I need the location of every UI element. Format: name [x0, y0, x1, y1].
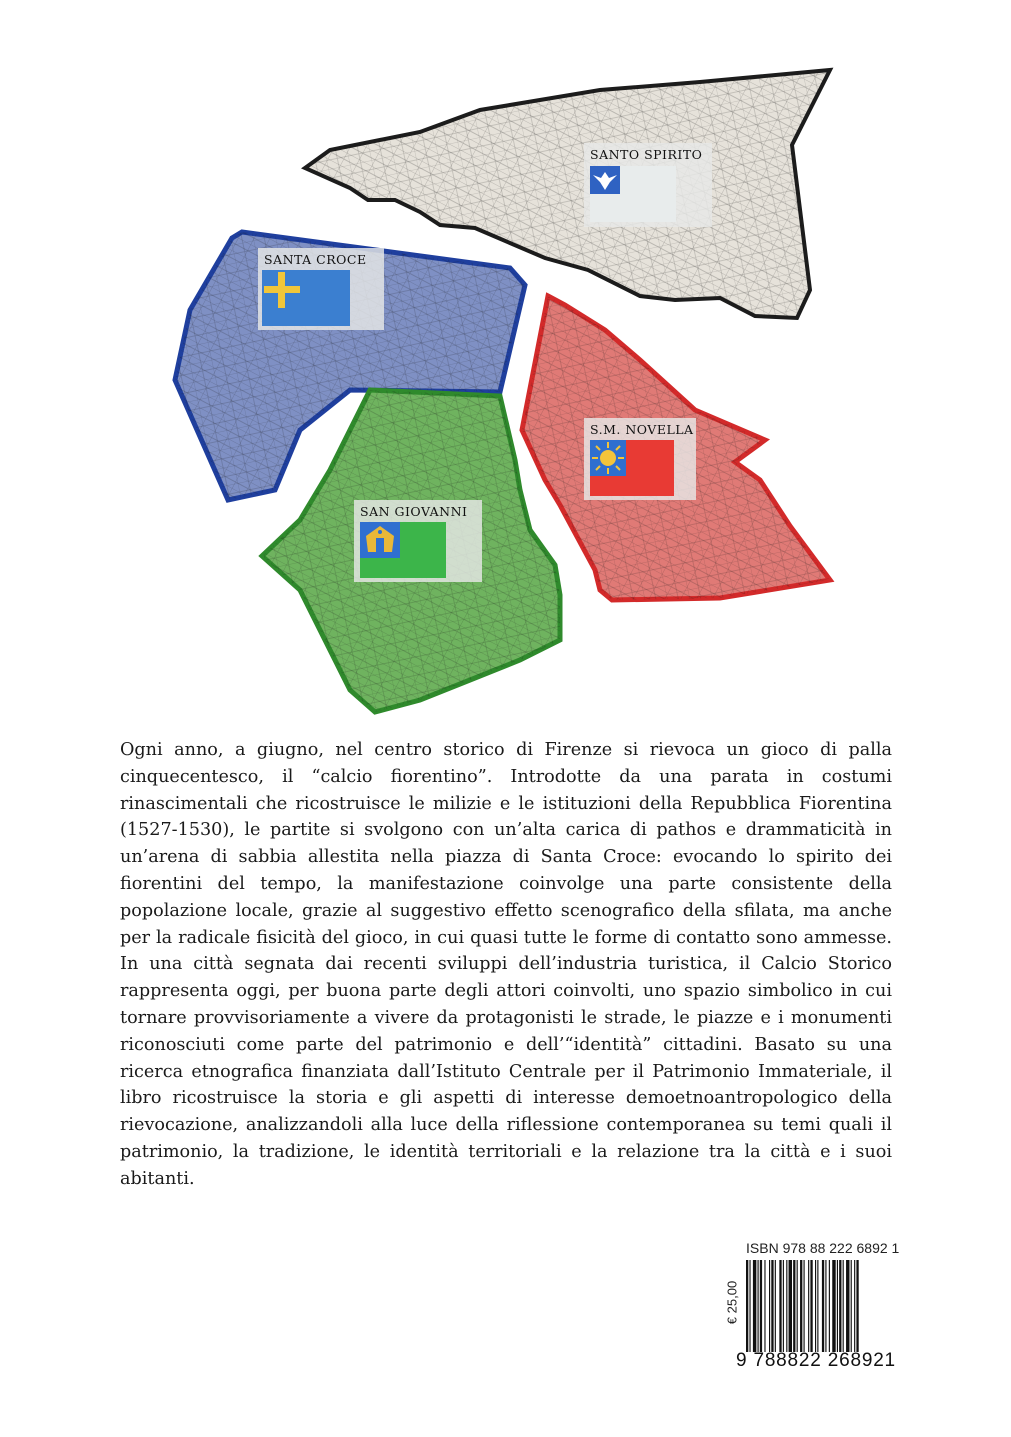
quarter-name: SAN GIOVANNI — [360, 504, 468, 519]
cross-icon — [262, 270, 302, 310]
quarter-name: SANTA CROCE — [264, 252, 367, 267]
isbn-barcode-block — [722, 1240, 900, 1380]
price-label: € 25,00 — [724, 1280, 740, 1325]
flag-san-giovanni — [360, 522, 446, 578]
dove-icon — [590, 166, 620, 194]
flag-santa-croce — [262, 270, 350, 326]
baptistery-icon — [360, 522, 400, 558]
back-cover-description: Ogni anno, a giugno, nel centro storico di Firenze si rievoca un gioco di palla cinquecentesco, il “calcio fiorentino”. Introdotte da una parata in costumi rinascimentali che ricostruisce le milizie e le istituzioni della Repubblica Fiorentina (1527-1530), le partite si svolgono con un’alta carica di pathos e drammaticità in un’arena di sabbia allestita nella piazza di Santa Croce: evocando lo spirito dei fiorentini del tempo, la manifestazione coinvolge una parte consistente della popolazione locale, grazie al suggestivo effetto scenografico della sfilata, ma anche per la radicale fisicità del gioco, in cui quasi tutte le forme di contatto sono ammesse. In una città segnata dai recenti sviluppi dell’industria turistica, il Calcio Storico rappresenta oggi, per buona parte degli attori coinvolti, uno spazio simbolico in cui tornare provvisoriamente a vivere da protagonisti le strade, le piazze e i monumenti riconosciuti come parte del patrimonio e dell’“identità” cittadini. Basato su una ricerca etnografica finanziata dall’Istituto Centrale per il Patrimonio Immateriale, il libro ricostruisce la storia e gli aspetti di interesse demoetnoantropologico della rievocazione, analizzandoli alla luce della riflessione contemporanea su temi quali il patrimonio, la tradizione, le identità territoriali e la relazione tra la città e i suoi abitanti. — [120, 740, 892, 1189]
isbn-label: ISBN 978 88 222 6892 1 — [746, 1240, 900, 1256]
flag-santo-spirito — [590, 166, 676, 222]
barcode-bars — [746, 1260, 894, 1352]
ean-number: 9 788822 268921 — [736, 1350, 896, 1371]
quarter-name: SANTO SPIRITO — [590, 147, 703, 162]
flag-sm-novella — [590, 440, 674, 496]
quarter-name: S.M. NOVELLA — [590, 422, 694, 437]
sun-icon — [590, 440, 626, 476]
